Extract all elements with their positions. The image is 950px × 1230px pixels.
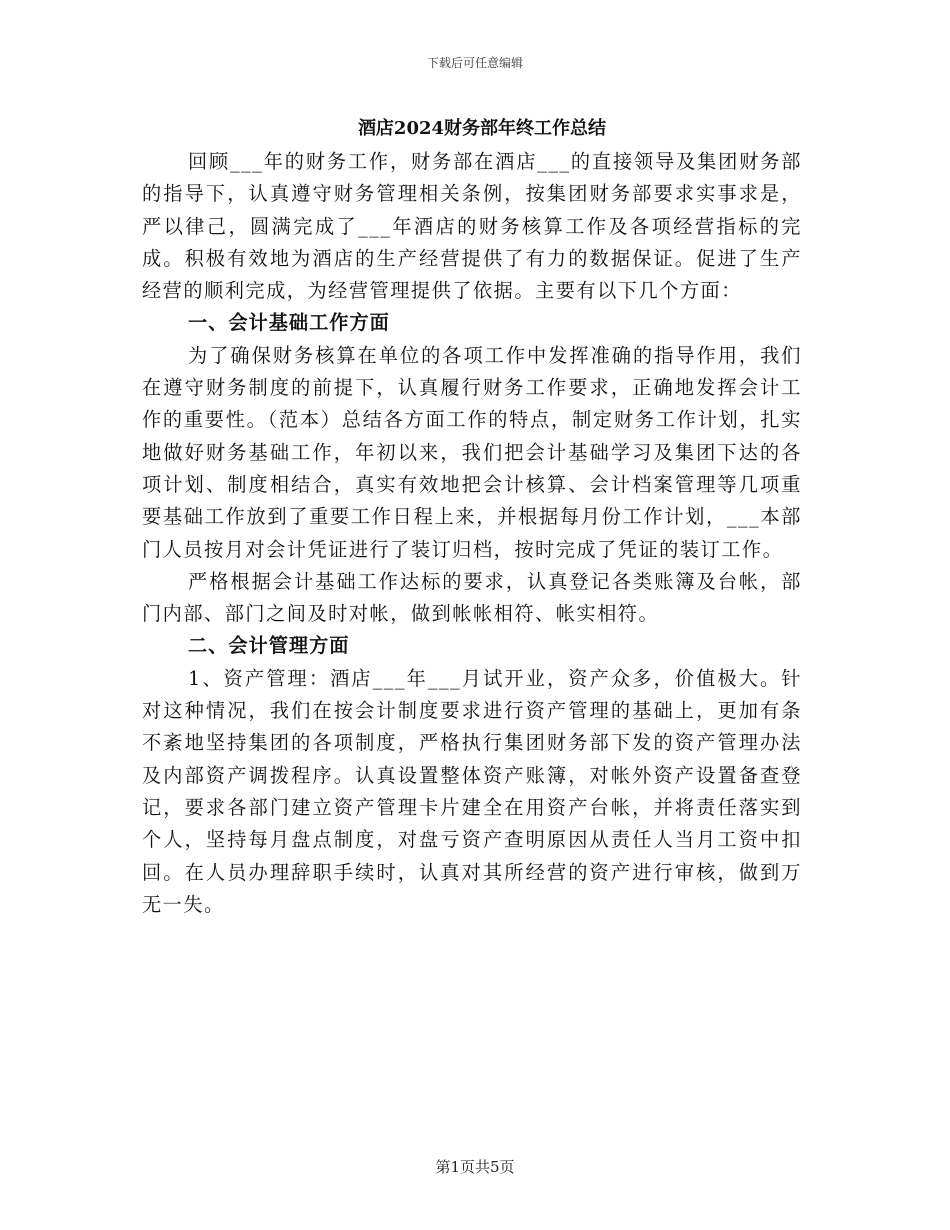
document-title: 酒店2024财务部年终工作总结 <box>357 118 607 139</box>
paragraph-intro: 回顾___年的财务工作，财务部在酒店___的直接领导及集团财务部的指导下，认真遵守财务管理相关条例，按集团财务部要求实事求是，严以律己，圆满完成了___年酒店的财务核算工作及各项经营指标的完成。积极有效地为酒店的生产经营提供了有力的数据保证。促进了生产经营的顺利完成，为经营管理提供了依据。主要有以下几个方面： <box>142 150 802 303</box>
paragraph-asset-management: 1、资产管理：酒店___年___月试开业，资产众多，价值极大。针对这种情况，我们在按会计制度要求进行资产管理的基础上，更加有条不紊地坚持集团的各项制度，严格执行集团财务部下发的资产管理办法及内部资产调拨程序。认真设置整体资产账簿，对帐外资产设置备查登记，要求各部门建立资产管理卡片建全在用资产台帐，并将责任落实到个人，坚持每月盘点制度，对盘亏资产查明原因从责任人当月工资中扣回。在人员办理辞职手续时，认真对其所经营的资产进行审核，做到万无一失。 <box>142 666 802 916</box>
page-footer: 第1页共5页 <box>435 1158 515 1176</box>
paragraph-ledgers: 严格根据会计基础工作达标的要求，认真登记各类账簿及台帐，部门内部、部门之间及时对帐，做到帐帐相符、帐实相符。 <box>142 569 802 626</box>
document-body <box>142 112 802 921</box>
paragraph-accounting-basics: 为了确保财务核算在单位的各项工作中发挥准确的指导作用，我们在遵守财务制度的前提下，认真履行财务工作要求，正确地发挥会计工作的重要性。（范本）总结各方面工作的特点，制定财务工作计划，扎实地做好财务基础工作，年初以来，我们把会计基础学习及集团下达的各项计划、制度相结合，真实有效地把会计核算、会计档案管理等几项重要基础工作放到了重要工作日程上来，并根据每月份工作计划，___本部门人员按月对会计凭证进行了装订归档，按时完成了凭证的装订工作。 <box>142 343 802 561</box>
page-header: 下载后可任意编辑 <box>426 56 523 70</box>
section-heading-1: 一、会计基础工作方面 <box>188 311 390 335</box>
section-heading-2: 二、会计管理方面 <box>188 634 350 658</box>
